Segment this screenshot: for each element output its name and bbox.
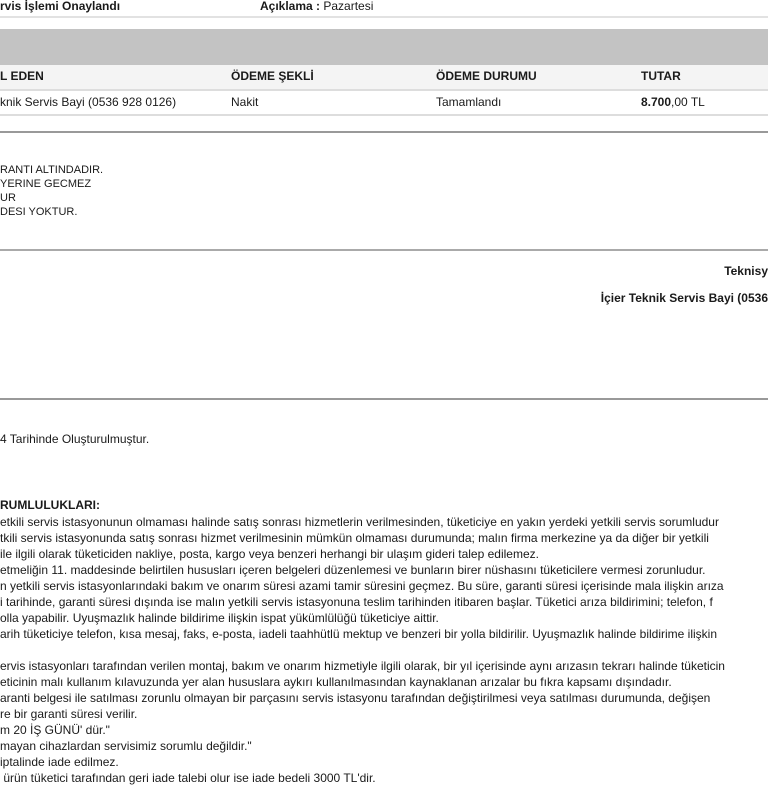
divider	[0, 16, 768, 18]
terms-line: mayan cihazlardan servisimiz sorumlu değildir."	[0, 739, 252, 753]
col-header-amount: TUTAR	[641, 69, 681, 83]
terms-line: m 20 İŞ GÜNÜ' dür."	[0, 723, 110, 737]
signature-role: Teknisy	[724, 264, 768, 278]
terms-line: aranti belgesi ile satılması zorunlu olmayan bir parçasını servis istasyonu tarafından değiştirilmesi veya satılması durumunda, değişen	[0, 691, 711, 705]
divider	[0, 249, 768, 251]
terms-lines	[0, 514, 768, 786]
note-line: RANTI ALTINDADIR.	[0, 164, 104, 176]
service-status: rvis İşlemi Onaylandı	[0, 0, 121, 13]
cell-method: Nakit	[231, 95, 259, 109]
divider	[0, 398, 768, 400]
terms-line: tkili servis istasyonunda satış sonrası hizmet verilmesinin mümkün olmaması durumunda; malın firma merkezine ya da diğer bir yetkili	[0, 531, 709, 545]
description-value: Pazartesi	[323, 0, 374, 13]
terms-line: ile ilgili olarak tüketiciden nakliye, posta, kargo veya benzeri herhangi bir ulaşım gideri talep edilemez.	[0, 547, 539, 561]
section-header-band	[0, 29, 768, 65]
note-line: UR	[0, 192, 16, 204]
col-header-status: ÖDEME DURUMU	[436, 69, 537, 83]
terms-line: i tarihinde, garanti süresi dışında ise malın yetkili servis istasyonuna teslim tarihinden itibaren başlar. Tüketici arıza bildirimini; telefon, f	[0, 595, 713, 609]
description	[260, 0, 373, 13]
terms-line: olla yapabilir. Uyuşmazlık halinde bildirime ilişkin ispat yükümlülüğü tüketiciye aittir.	[0, 611, 439, 625]
terms-line: etmeliğin 11. maddesinde belirtilen hususları içeren belgeleri düzenlemesi ve bunların birer nüshasını tüketicilere vermesi zorunludur.	[0, 563, 706, 577]
note-line: DESI YOKTUR.	[0, 206, 78, 218]
col-header-method: ÖDEME ŞEKLİ	[231, 69, 314, 83]
terms-line: ervis istasyonları tarafından verilen montaj, bakım ve onarım hizmetiyle ilgili olarak, bir yıl içerisinde aynı arızasın tekrarı halinde tüketicin	[0, 659, 725, 673]
description-label: Açıklama :	[260, 0, 321, 13]
created-date-text: 4 Tarihinde Oluşturulmuştur.	[0, 432, 150, 446]
col-header-by: L EDEN	[0, 69, 44, 83]
divider	[0, 114, 768, 116]
cell-by: knik Servis Bayi (0536 928 0126)	[0, 95, 177, 109]
divider	[0, 131, 768, 133]
terms-line: etkili servis istasyonunun olmaması halinde satış sonrası hizmetlerin verilmesinden, tüketiciye en yakın yerdeki yetkili servis sorumludur	[0, 515, 719, 529]
cell-amount	[641, 95, 705, 109]
terms-line	[0, 642, 768, 658]
cell-status: Tamamlandı	[436, 95, 502, 109]
terms-section	[0, 498, 768, 786]
amount-integer: 8.700	[641, 95, 672, 109]
terms-line: re bir garanti süresi verilir.	[0, 707, 138, 721]
note-line: YERINE GECMEZ	[0, 178, 92, 190]
terms-title: RUMLULUKLARI:	[0, 498, 100, 512]
terms-line: iptalinde iade edilmez.	[0, 755, 119, 769]
terms-line: eticinin malı kullanım kılavuzunda yer alan hususlara aykırı kullanılmasından kaynaklanan arızalar bu fıkra kapsamı dışındadır.	[0, 675, 672, 689]
terms-line: ürün tüketici tarafından geri iade talebi olur ise iade bedeli 3000 TL'dir.	[0, 771, 376, 785]
terms-line: arih tüketiciye telefon, kısa mesaj, faks, e-posta, iadeli taahhütlü mektup ve benzeri bir yolla bildirilir. Uyuşmazlık halinde bildirime ilişkin	[0, 627, 717, 641]
terms-line: n yetkili servis istasyonlarındaki bakım ve onarım süresi azami tamir süresini geçmez. Bu süre, garanti süresi içerisinde mala ilişkin arıza	[0, 579, 724, 593]
amount-decimal: ,00 TL	[671, 95, 705, 109]
signature-company: İçier Teknik Servis Bayi (0536	[600, 291, 768, 305]
